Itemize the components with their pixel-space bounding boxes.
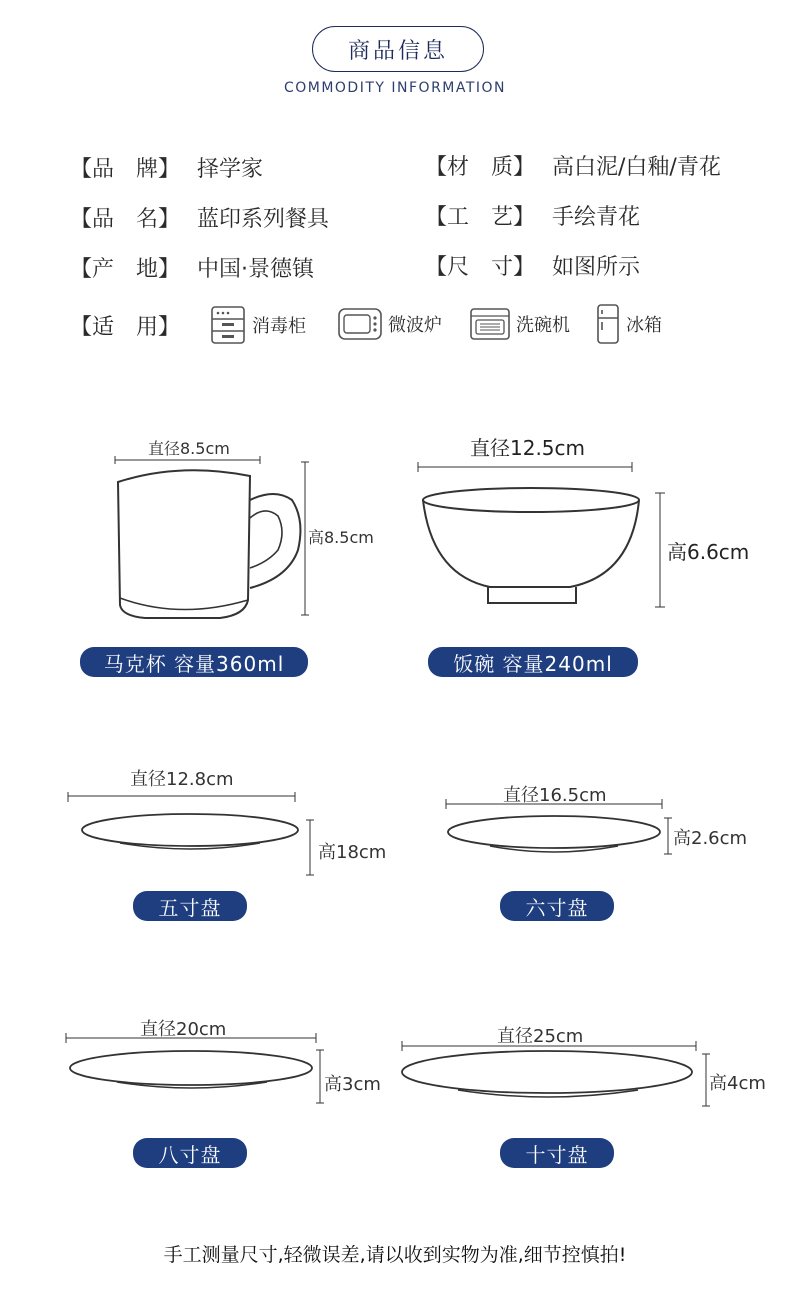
bowl-illustration xyxy=(410,455,680,615)
usage-fridge-label: 冰箱 xyxy=(626,315,662,336)
bowl-height: 高6.6cm xyxy=(667,540,750,564)
plate10-illustration xyxy=(398,1036,718,1116)
spec-origin-label: 【产 地】 xyxy=(70,257,181,282)
usage-sterilizer xyxy=(210,306,306,344)
spec-name-value: 蓝印系列餐具 xyxy=(197,207,330,232)
plate6-height: 高2.6cm xyxy=(673,828,748,849)
spec-size-value: 如图所示 xyxy=(552,255,641,280)
spec-size-label: 【尺 寸】 xyxy=(425,255,536,280)
usage-fridge xyxy=(596,304,662,344)
mug-illustration xyxy=(100,450,330,630)
sterilizer-icon xyxy=(210,306,246,344)
plate5-diameter: 直径12.8cm xyxy=(130,769,234,790)
microwave-icon xyxy=(338,306,382,342)
spec-brand-label: 【品 牌】 xyxy=(70,157,181,182)
plate5-height: 高18cm xyxy=(318,842,387,863)
spec-usage-label: 【适 用】 xyxy=(70,315,181,340)
spec-name xyxy=(70,202,329,233)
spec-size xyxy=(425,250,640,281)
usage-sterilizer-label: 消毒柜 xyxy=(252,316,306,337)
spec-origin-value: 中国·景德镇 xyxy=(197,257,315,282)
section-title: 商品信息 xyxy=(312,26,484,72)
fridge-icon xyxy=(596,304,620,344)
plate8-diameter: 直径20cm xyxy=(140,1019,227,1040)
mug-diameter: 直径8.5cm xyxy=(148,439,230,458)
spec-craft-value: 手绘青花 xyxy=(552,205,641,230)
bowl-diameter: 直径12.5cm xyxy=(470,436,586,460)
footer-note: 手工测量尺寸,轻微误差,请以收到实物为准,细节控慎拍! xyxy=(163,1244,627,1266)
bowl-label: 饭碗 容量240ml xyxy=(428,647,638,677)
plate5-illustration xyxy=(60,790,320,880)
spec-brand-value: 择学家 xyxy=(197,157,264,182)
plate5-label: 五寸盘 xyxy=(133,891,247,921)
plate8-label: 八寸盘 xyxy=(133,1138,247,1168)
usage-dishwasher-label: 洗碗机 xyxy=(516,315,570,336)
spec-origin xyxy=(70,252,314,283)
plate8-height: 高3cm xyxy=(324,1074,381,1095)
spec-material-label: 【材 质】 xyxy=(425,155,536,180)
plate10-diameter: 直径25cm xyxy=(497,1026,584,1047)
spec-brand xyxy=(70,152,263,183)
spec-material xyxy=(425,150,721,181)
dishwasher-icon xyxy=(470,306,510,342)
spec-material-value: 高白泥/白釉/青花 xyxy=(552,155,721,180)
usage-microwave-label: 微波炉 xyxy=(388,315,442,336)
plate10-label: 十寸盘 xyxy=(500,1138,614,1168)
mug-height: 高8.5cm xyxy=(308,528,374,547)
plate6-label: 六寸盘 xyxy=(500,891,614,921)
mug-label: 马克杯 容量360ml xyxy=(80,647,308,677)
section-subtitle: COMMODITY INFORMATION xyxy=(283,80,507,96)
plate10-height: 高4cm xyxy=(709,1073,766,1094)
plate6-diameter: 直径16.5cm xyxy=(503,785,607,806)
spec-craft xyxy=(425,200,640,231)
usage-dishwasher xyxy=(470,306,570,342)
usage-microwave xyxy=(338,306,442,342)
spec-craft-label: 【工 艺】 xyxy=(425,205,536,230)
spec-name-label: 【品 名】 xyxy=(70,207,181,232)
